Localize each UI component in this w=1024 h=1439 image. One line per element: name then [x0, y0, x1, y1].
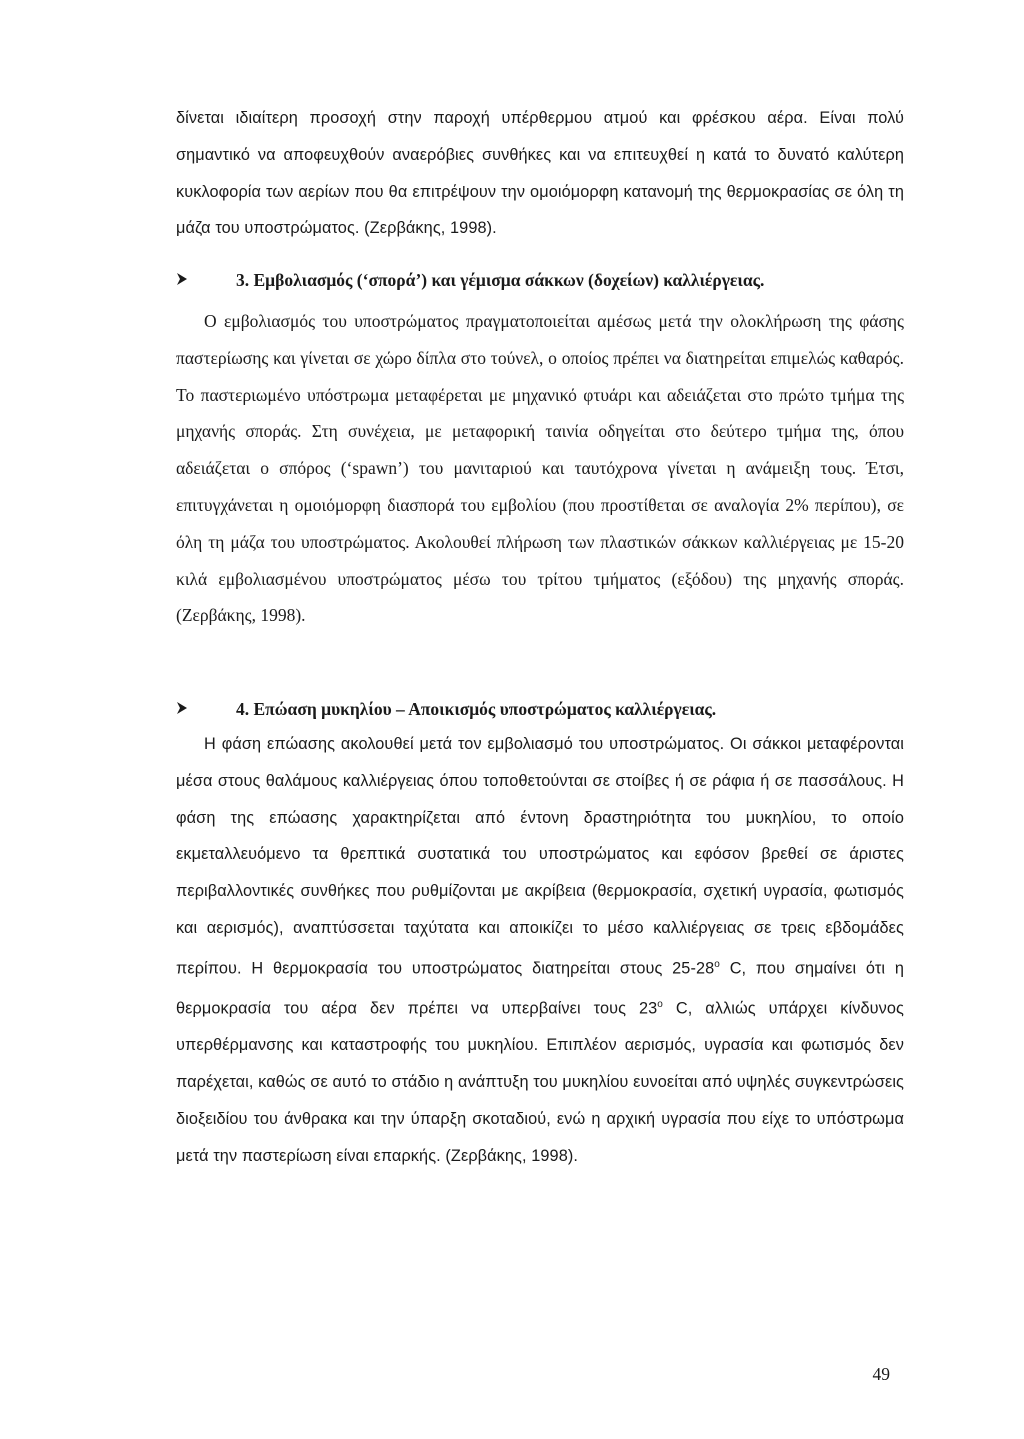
arrowhead-bullet-icon [176, 272, 190, 286]
section-4-text-part-3: C, αλλιώς υπάρχει κίνδυνος υπερθέρμανσης και καταστροφής του μυκηλίου. Επιπλέον αερισμός, υγρασία και φωτισμός δεν παρέχεται, καθώς σε αυτό το στάδιο η ανάπτυξη του μυκηλίου ευνοείται από υψηλές συγκεντρώσεις διοξειδίου του άνθρακα και την ύπαρξη σκοταδιού, ενώ η αρχική υγρασία που είχε το υπόστρωμα μετά την παστερίωση είναι επαρκής. (Ζερβάκης, 1998). [176, 999, 904, 1165]
page-number: 49 [872, 1364, 890, 1384]
degree-superscript: o [657, 999, 663, 1010]
section-4-text-part-2: C, που σημαίνει ότι η θερμοκρασία του αέρα δεν πρέπει να υπερβαίνει τους 23 [176, 959, 904, 1018]
section-4-paragraph [176, 726, 904, 1174]
section-3-title: 3. Εμβολιασμός (‘σπορά’) και γέμισμα σάκκων (δοχείων) καλλιέργειας. [236, 270, 765, 290]
degree-superscript: o [714, 958, 720, 970]
section-3-heading [176, 268, 916, 292]
intro-paragraph: δίνεται ιδιαίτερη προσοχή στην παροχή υπέρθερμου ατμού και φρέσκου αέρα. Είναι πολύ σημαντικό να αποφευχθούν αναερόβιες συνθήκες και να επιτευχθεί η κατά το δυνατό καλύτερη κυκλοφορία των αερίων που θα επιτρέψουν την ομοιόμορφη κατανομή της θερμοκρασίας σε όλη τη μάζα του υποστρώματος. (Ζερβάκης, 1998). [176, 109, 904, 238]
arrowhead-bullet-icon [176, 701, 190, 715]
section-3-paragraph: Ο εμβολιασμός του υποστρώματος πραγματοποιείται αμέσως μετά την ολοκλήρωση της φάσης παστερίωσης και γίνεται σε χώρο δίπλα στο τούνελ, ο οποίος πρέπει να διατηρείται επιμελώς καθαρός. Το παστεριωμένο υπόστρωμα μεταφέρεται με μηχανικό φτυάρι και αδειάζεται στο πρώτο τμήμα της μηχανής σποράς. Στη συνέχεια, με μεταφορική ταινία οδηγείται στο δεύτερο τμήμα της, όπου αδειάζεται ο σπόρος (‘spawn’) του μανιταριού και ταυτόχρονα γίνεται η ανάμειξη τους. Έτσι, επιτυγχάνεται η ομοιόμορφη διασπορά του εμβολίου (που προστίθεται σε αναλογία 2% περίπου), σε όλη τη μάζα του υποστρώματος. Ακολουθεί πλήρωση των πλαστικών σάκκων καλλιέργειας με 15-20 κιλά εμβολιασμένου υποστρώματος μέσω του τρίτου τμήματος (εξόδου) της μηχανής σποράς. (Ζερβάκης, 1998). [176, 311, 904, 626]
section-4-heading [176, 697, 916, 721]
section-4-text-part-1: Η φάση επώασης ακολουθεί μετά τον εμβολιασμό του υποστρώματος. Οι σάκκοι μεταφέρονται μέσα στους θαλάμους καλλιέργειας όπου τοποθετούνται σε στοίβες ή σε ράφια ή σε πασσάλους. Η φάση της επώασης χαρακτηρίζεται από έντονη δραστηριότητα του μυκηλίου, το οποίο εκμεταλλευόμενο τα θρεπτικά συστατικά του υποστρώματος και εφόσον βρεθεί σε άριστες περιβαλλοντικές συνθήκες που ρυθμίζονται με ακρίβεια (θερμοκρασία, σχετική υγρασία, φωτισμός και αερισμός), αναπτύσσεται ταχύτατα και αποικίζει το μέσο καλλιέργειας σε τρεις εβδομάδες περίπου. Η θερμοκρασία του υποστρώματος διατηρείται στους 25-28 [176, 735, 904, 978]
section-4-title: 4. Επώαση μυκηλίου – Αποικισμός υποστρώματος καλλιέργειας. [236, 699, 717, 719]
